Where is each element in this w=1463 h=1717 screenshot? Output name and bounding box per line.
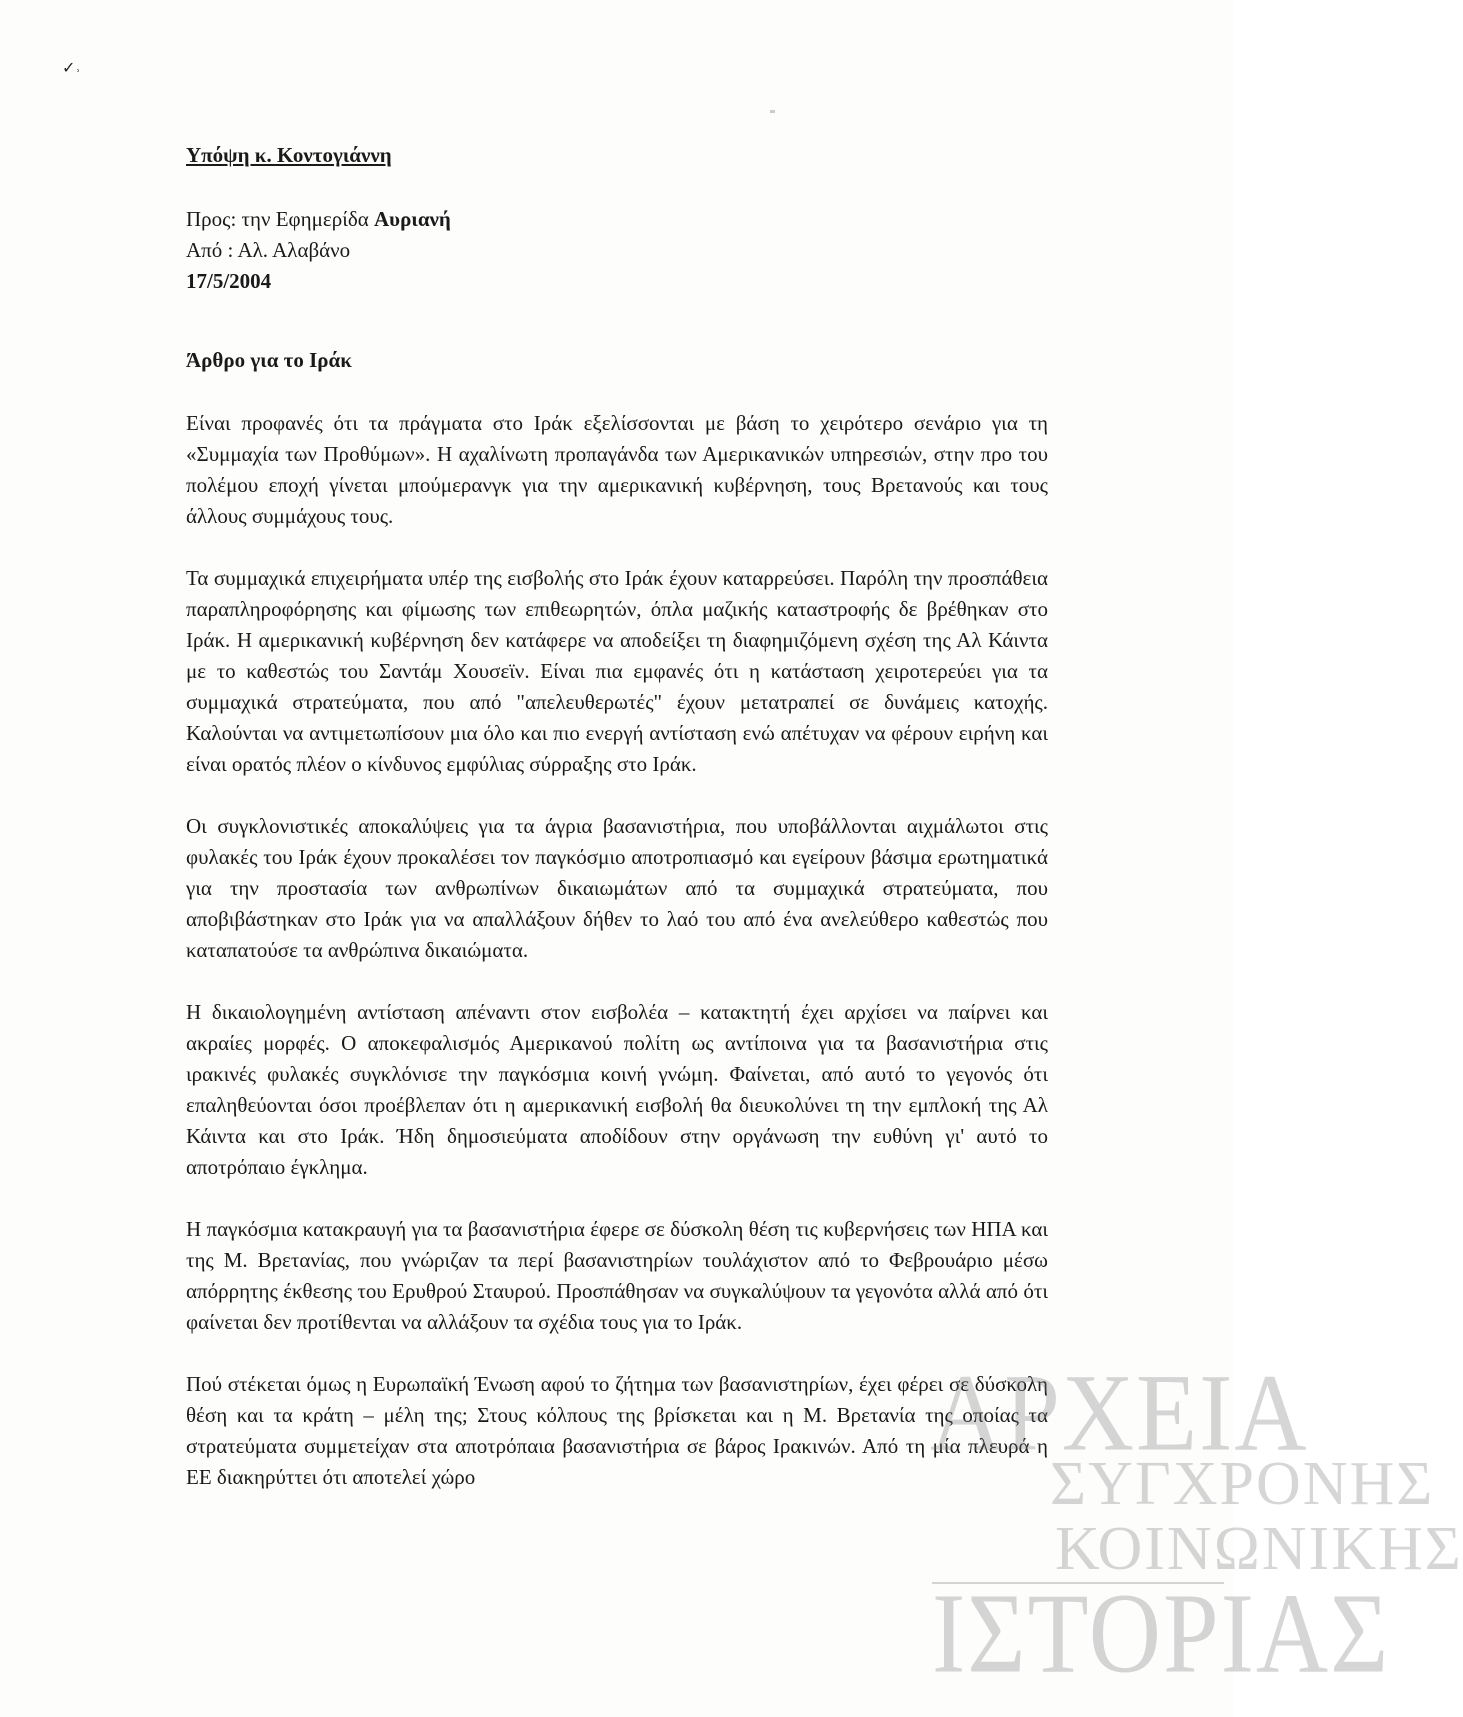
watermark-line-3: ΚΟΙΝΩΝΙΚΗΣ: [1055, 1515, 1463, 1583]
watermark-line-2: ΣΥΓΧΡΟΝΗΣ: [1050, 1450, 1435, 1518]
letter-date: 17/5/2004: [186, 269, 272, 293]
paragraph-5: Η παγκόσμια κατακραυγή για τα βασανιστήρια έφερε σε δύσκολη θέση τις κυβερνήσεις των ΗΠΑ και της Μ. Βρετανίας, που γνώριζαν τα περί βασανιστηρίων τουλάχιστον από το Φεβρουάριο μέσω απόρρητης έκθεσης του Ερυθρού Σταυρού. Προσπάθησαν να συγκαλύψουν τα γεγονότα αλλά από ότι φαίνεται δεν προτίθενται να αλλάξουν τα σχέδια τους για το Ιράκ.: [186, 1217, 1048, 1334]
paragraph-3: Οι συγκλονιστικές αποκαλύψεις για τα άγρια βασανιστήρια, που υποβάλλονται αιχμάλωτοι στις φυλακές του Ιράκ έχουν προκαλέσει τον παγκόσμιο αποτροπιασμό και εγείρουν βάσιμα ερωτηματικά για την προστασία των ανθρωπίνων δικαιωμάτων από τα συμμαχικά στρατεύματα, που αποβιβάστηκαν στο Ιράκ για να απαλλάξουν δήθεν το λαό του από ένα ανελεύθερο καθεστώς που καταπατούσε τα ανθρώπινα δικαιώματα.: [186, 814, 1048, 962]
watermark-divider: [932, 1582, 1224, 1584]
paragraph-1: Είναι προφανές ότι τα πράγματα στο Ιράκ εξελίσσονται με βάση το χειρότερο σενάριο για τη «Συμμαχία των Προθύμων». Η αχαλίνωτη προπαγάνδα των Αμερικανικών υπηρεσιών, στην προ του πολέμου εποχή γίνεται μπούμερανγκ για την αμερικανική κυβέρνηση, τους Βρετανούς και τους άλλους συμμάχους τους.: [186, 411, 1048, 528]
recipient-newspaper: Αυριανή: [374, 207, 451, 231]
recipient-line: [186, 204, 1048, 235]
article-title: Άρθρο για το Ιράκ: [186, 348, 352, 372]
scan-artifact-dot: [770, 110, 775, 113]
watermark-line-4: ΙΣΤΟΡΙΑΣ: [932, 1569, 1391, 1697]
watermark-line-1: ΑΡΧΕΙΑ: [930, 1351, 1309, 1474]
paragraph-4: Η δικαιολογημένη αντίσταση απέναντι στον εισβολέα – κατακτητή έχει αρχίσει να παίρνει και ακραίες μορφές. Ο αποκεφαλισμός Αμερικανού πολίτη ως αντίποινα για τα βασανιστήρια στις ιρακινές φυλακές συγκλόνισε την παγκόσμια κοινή γνώμη. Φαίνεται, από αυτό το γεγονός ότι επαληθεύονται όσοι προέβλεπαν ότι η αμερικανική εισβολή θα διευκολύνει τη την εμπλοκή της Αλ Κάιντα και στο Ιράκ. Ήδη δημοσιεύματα αποδίδουν στην οργάνωση την ευθύνη γι' αυτό το αποτρόπαιο έγκλημα.: [186, 1000, 1048, 1179]
recipient-prefix: Προς: την Εφημερίδα: [186, 207, 374, 231]
paragraph-2: Τα συμμαχικά επιχειρήματα υπέρ της εισβολής στο Ιράκ έχουν καταρρεύσει. Παρόλη την προσπάθεια παραπληροφόρησης και φίμωσης των επιθεωρητών, όπλα μαζικής καταστροφής δε βρέθηκαν στο Ιράκ. Η αμερικανική κυβέρνηση δεν κατάφερε να αποδείξει τη διαφημιζόμενη σχέση της Αλ Κάιντα με το καθεστώς του Σαντάμ Χουσεϊν. Είναι πια εμφανές ότι η κατάσταση χειροτερεύει για τα συμμαχικά στρατεύματα, που από "απελευθερωτές" έχουν μετατραπεί σε δυνάμεις κατοχής. Καλούνται να αντιμετωπίσουν μια όλο και πιο ενεργή αντίσταση ενώ απέτυχαν να φέρουν ειρήνη και είναι ορατός πλέον ο κίνδυνος εμφύλιας σύρραξης στο Ιράκ.: [186, 566, 1048, 776]
attention-line: Υπόψη κ. Κοντογιάννη: [186, 143, 392, 167]
sender-line: Από : Αλ. Αλαβάνο: [186, 238, 351, 262]
paragraph-6: Πού στέκεται όμως η Ευρωπαϊκή Ένωση αφού το ζήτημα των βασανιστηρίων, έχει φέρει σε δύσκολη θέση και τα κράτη – μέλη της; Στους κόλπους της βρίσκεται και η Μ. Βρετανία της οποίας τα στρατεύματα συμμετείχαν στα αποτρόπαια βασανιστήρια σε βάρος Ιρακινών. Από τη μία πλευρά η ΕΕ διακηρύττει ότι αποτελεί χώρο: [186, 1372, 1048, 1489]
letter-body: [186, 140, 1048, 1493]
scan-artifact-mark: ✓˒: [62, 60, 81, 77]
